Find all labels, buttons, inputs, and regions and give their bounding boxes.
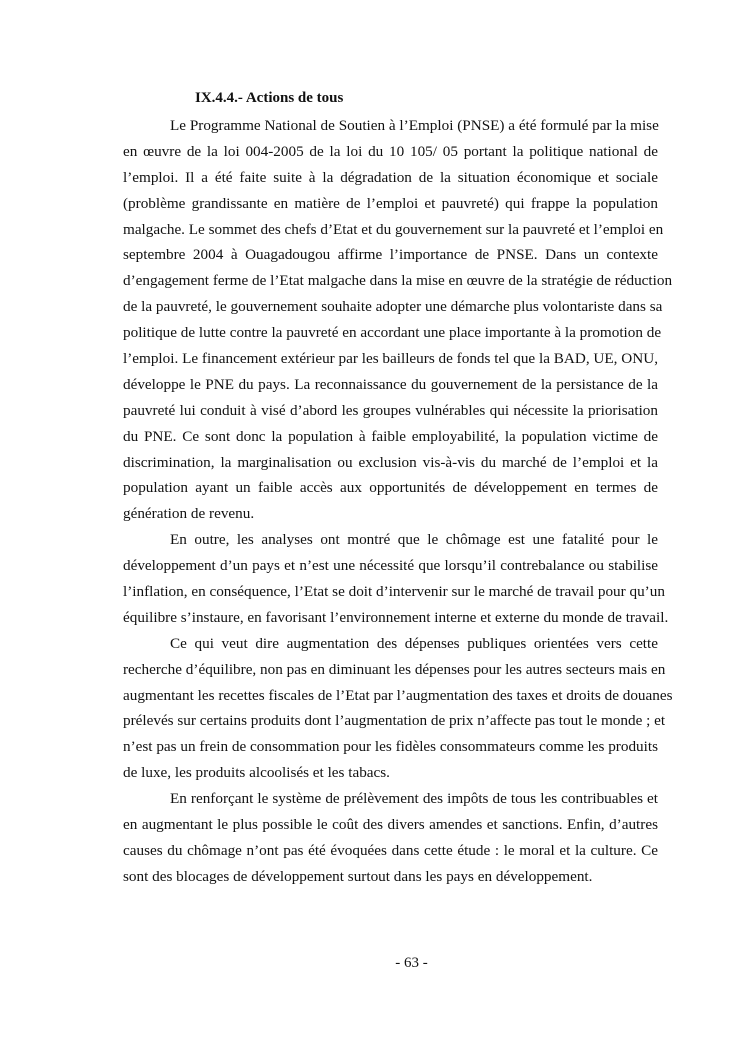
text-line: discrimination, la marginalisation ou exclusion vis-à-vis du marché de l’emploi et la xyxy=(123,453,658,471)
text-line: développement d’un pays et n’est une nécessité que lorsqu’il contrebalance ou stabilise xyxy=(123,557,658,575)
text-line: l’inflation, en conséquence, l’Etat se doit d’intervenir sur le marché de travail pour qu’un xyxy=(123,583,665,601)
paragraph xyxy=(123,113,673,527)
text-line: développe le PNE du pays. La reconnaissance du gouvernement de la persistance de la xyxy=(123,375,658,393)
text-line: En outre, les analyses ont montré que le chômage est une fatalité pour le xyxy=(170,531,658,549)
document-page xyxy=(123,87,673,890)
text-line: de la pauvreté, le gouvernement souhaite adopter une démarche plus volontariste dans sa xyxy=(123,298,663,316)
text-line: (problème grandissante en matière de l’emploi et pauvreté) qui frappe la population xyxy=(123,194,658,212)
text-line: pauvreté lui conduit à visé d’abord les groupes vulnérables qui nécessite la priorisation xyxy=(123,401,658,419)
text-line: d’engagement ferme de l’Etat malgache dans la mise en œuvre de la stratégie de réduction xyxy=(123,272,673,290)
text-line: prélevés sur certains produits dont l’augmentation de prix n’affecte pas tout le monde ; et xyxy=(123,712,666,730)
text-line: septembre 2004 à Ouagadougou affirme l’importance de PNSE. Dans un contexte xyxy=(123,246,658,264)
text-line: l’emploi. Le financement extérieur par les bailleurs de fonds tel que la BAD, UE, ONU, xyxy=(123,350,658,368)
text-line: malgache. Le sommet des chefs d’Etat et du gouvernement sur la pauvreté et l’emploi en xyxy=(123,220,664,238)
paragraph xyxy=(123,527,669,631)
text-line: recherche d’équilibre, non pas en diminuant les dépenses pour les autres secteurs mais en xyxy=(123,660,666,678)
paragraph xyxy=(123,631,673,786)
section-heading: IX.4.4.- Actions de tous xyxy=(195,90,344,106)
text-line: n’est pas un frein de consommation pour les fidèles consommateurs comme les produits xyxy=(123,738,658,756)
text-line: sont des blocages de développement surtout dans les pays en développement. xyxy=(123,867,593,885)
text-line: l’emploi. Il a été faite suite à la dégradation de la situation économique et sociale xyxy=(123,168,658,186)
text-line: de luxe, les produits alcoolisés et les tabacs. xyxy=(123,764,390,782)
page-number: - 63 - xyxy=(395,955,428,971)
document-body xyxy=(123,113,673,890)
text-line: en augmentant le plus possible le coût des divers amendes et sanctions. Enfin, d’autres xyxy=(123,816,658,834)
text-line: du PNE. Ce sont donc la population à faible employabilité, la population victime de xyxy=(123,427,658,445)
text-line: Le Programme National de Soutien à l’Emploi (PNSE) a été formulé par la mise xyxy=(170,117,659,134)
text-line: population ayant un faible accès aux opportunités de développement en termes de xyxy=(123,479,658,497)
text-line: augmentant les recettes fiscales de l’Etat par l’augmentation des taxes et droits de douanes xyxy=(123,686,673,704)
text-line: en œuvre de la loi 004-2005 de la loi du 10 105/ 05 portant la politique national de xyxy=(123,142,658,160)
text-line: équilibre s’instaure, en favorisant l’environnement interne et externe du monde de travail. xyxy=(123,608,669,626)
text-line: Ce qui veut dire augmentation des dépenses publiques orientées vers cette xyxy=(170,634,658,652)
text-line: causes du chômage n’ont pas été évoquées dans cette étude : le moral et la culture. Ce xyxy=(123,841,658,859)
text-line: En renforçant le système de prélèvement des impôts de tous les contribuables et xyxy=(170,790,658,808)
paragraph xyxy=(123,786,658,890)
text-line: génération de revenu. xyxy=(123,505,255,523)
text-line: politique de lutte contre la pauvreté en accordant une place importante à la promotion de xyxy=(123,324,662,342)
